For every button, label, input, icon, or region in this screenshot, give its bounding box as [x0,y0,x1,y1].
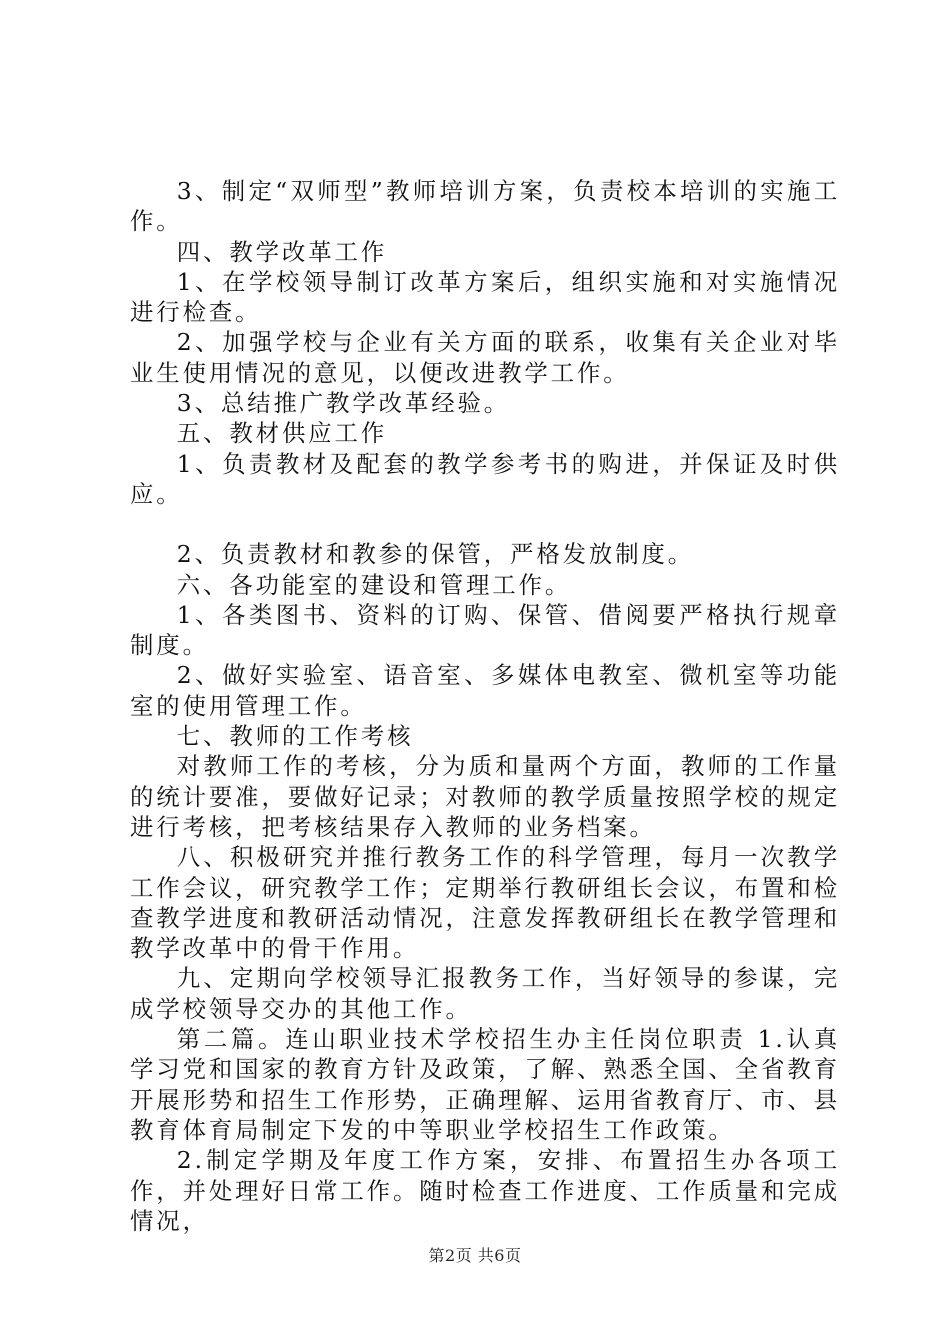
paragraph: 九、定期向学校领导汇报教务工作，当好领导的参谋，完成学校领导交办的其他工作。 [130,964,840,1023]
paragraph: 3、总结推广教学改革经验。 [176,389,511,418]
section-heading: 四、教学改革工作 [176,237,388,266]
section-heading: 五、教材供应工作 [176,419,388,448]
paragraph: 2、加强学校与企业有关方面的联系，收集有关企业对毕业生使用情况的意见，以便改进教学工作。 [130,328,840,387]
paragraph: 1、负责教材及配套的教学参考书的购进，并保证及时供应。 [130,449,840,508]
section-heading: 七、教师的工作考核 [176,722,414,751]
section-heading: 六、各功能室的建设和管理工作。 [176,570,572,599]
paragraph: 3、制定“双师型”教师培训方案，负责校本培训的实施工作。 [130,177,840,236]
document-body [130,176,840,1236]
paragraph: 2、做好实验室、语音室、多媒体电教室、微机室等功能室的使用管理工作。 [130,661,840,720]
paragraph: 1、各类图书、资料的订购、保管、借阅要严格执行规章制度。 [130,600,840,660]
paragraph: 2、负责教材和教参的保管，严格发放制度。 [176,540,695,569]
paragraph: 1、在学校领导制订改革方案后，组织实施和对实施情况进行检查。 [130,267,840,327]
paragraph: 2.制定学期及年度工作方案，安排、布置招生办各项工作，并处理好日常工作。随时检查工作进度、工作质量和完成情况， [130,1146,840,1235]
page-number-footer: 第2页 共6页 [428,1246,522,1265]
paragraph: 第二篇。连山职业技术学校招生办主任岗位职责 1.认真学习党和国家的教育方针及政策，了解、熟悉全国、全省教育开展形势和招生工作形势，正确理解、运用省教育厅、市、县教育体育局制定下发的中等职业学校招生工作政策。 [130,1025,840,1144]
paragraph: 八、积极研究并推行教务工作的科学管理，每月一次教学工作会议，研究教学工作；定期举行教研组长会议，布置和检查教学进度和教研活动情况，注意发挥教研组长在教学管理和教学改革中的骨干作用。 [130,843,840,963]
paragraph: 对教师工作的考核，分为质和量两个方面，教师的工作量的统计要准，要做好记录；对教师的教学质量按照学校的规定进行考核，把考核结果存入教师的业务档案。 [130,752,840,841]
